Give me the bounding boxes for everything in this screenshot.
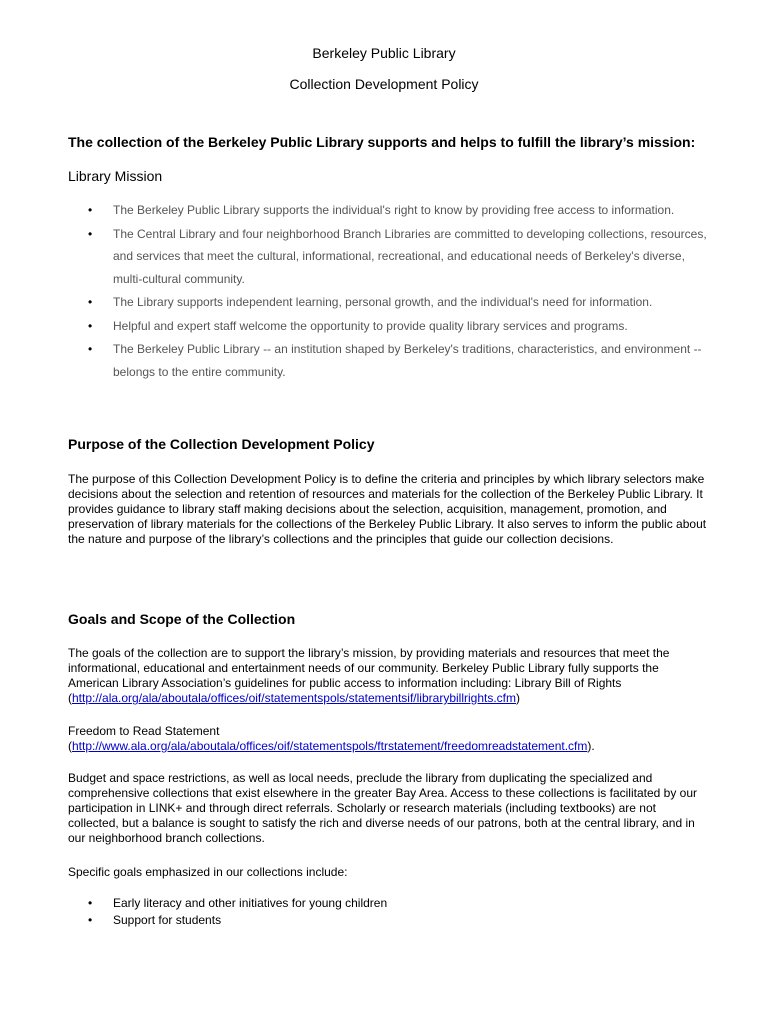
freedom-to-read-block: Freedom to Read Statement (http://www.ala.org/ala/aboutala/offices/oif/statementspols/ftrstatement/freedomreadstatement.cfm).	[68, 724, 595, 753]
specific-goals-list	[68, 895, 708, 929]
purpose-heading: Purpose of the Collection Development Policy	[68, 436, 375, 452]
mission-list	[68, 199, 708, 384]
list-item: • The Berkeley Public Library -- an institution shaped by Berkeley's traditions, characteristics, and environment -- belongs to the entire community.	[68, 338, 708, 383]
goals-paragraph-2: Budget and space restrictions, as well as local needs, preclude the library from duplicating the specialized and comprehensive collections that exist elsewhere in the greater Bay Area. Access to these collections is facilitated by our participation in LINK+ and through direct referrals. Scholarly or research materials (including textbooks) are not collected, but a balance is sought to satisfy the rich and diverse needs of our patrons, both at the central library, and in our neighborhood branch collections.	[68, 771, 697, 845]
bullet-icon: •	[88, 203, 93, 217]
org-name: Berkeley Public Library	[312, 45, 456, 61]
freedom-to-read-label: Freedom to Read Statement	[68, 724, 220, 738]
list-item: • Support for students	[88, 913, 222, 927]
mission-heading: Library Mission	[68, 168, 163, 184]
bullet-icon: •	[88, 295, 93, 309]
bullet-icon: •	[88, 342, 93, 356]
list-item: • The Central Library and four neighborhood Branch Libraries are committed to developing collections, resources, and services that meet the cultural, informational, recreational, and educational needs of Berkeley's diverse, multi-cultural community.	[68, 223, 708, 291]
freedom-to-read-link[interactable]: http://www.ala.org/ala/aboutala/offices/oif/statementspols/ftrstatement/freedomreadstatement.cfm	[72, 739, 588, 753]
intro-heading: The collection of the Berkeley Public Library supports and helps to fulfill the library’s mission:	[68, 134, 696, 150]
bullet-icon: •	[88, 896, 93, 910]
bullet-icon: •	[88, 913, 93, 927]
list-item: • Helpful and expert staff welcome the opportunity to provide quality library services and programs.	[68, 315, 708, 338]
goals-heading: Goals and Scope of the Collection	[68, 611, 296, 627]
bullet-icon: •	[88, 318, 93, 333]
list-item: • Early literacy and other initiatives for young children	[88, 896, 388, 910]
list-item: • The Library supports independent learning, personal growth, and the individual's need for information.	[68, 291, 708, 314]
purpose-text: The purpose of this Collection Development Policy is to define the criteria and principles by which library selectors make decisions about the selection and retention of resources and materials for the collection of the Berkeley Public Library. It provides guidance to library staff making decisions about the selection, acquisition, management, promotion, and preservation of library materials for the collections of the Berkeley Public Library. It also serves to inform the public about the nature and purpose of the library’s collections and the principles that guide our collection decisions.	[68, 472, 707, 546]
library-bill-of-rights-link[interactable]: http://ala.org/ala/aboutala/offices/oif/statementspols/statementsif/librarybillrights.cfm	[72, 691, 516, 705]
bullet-icon: •	[88, 226, 93, 241]
specific-goals-intro: Specific goals emphasized in our collections include:	[68, 865, 348, 879]
list-item: • The Berkeley Public Library supports the individual's right to know by providing free access to information.	[68, 199, 708, 222]
document-title: Collection Development Policy	[289, 76, 479, 92]
goals-paragraph-1: The goals of the collection are to support the library’s mission, by providing materials and resources that meet the informational, educational and entertainment needs of our community. Berkeley Public Library fully supports the American Library Association’s guidelines for public access to information including: Library Bill of Rights (http://ala.org/ala/aboutala/offices/oif/statementspols/statementsif/librarybillrights.cfm)	[68, 646, 670, 705]
